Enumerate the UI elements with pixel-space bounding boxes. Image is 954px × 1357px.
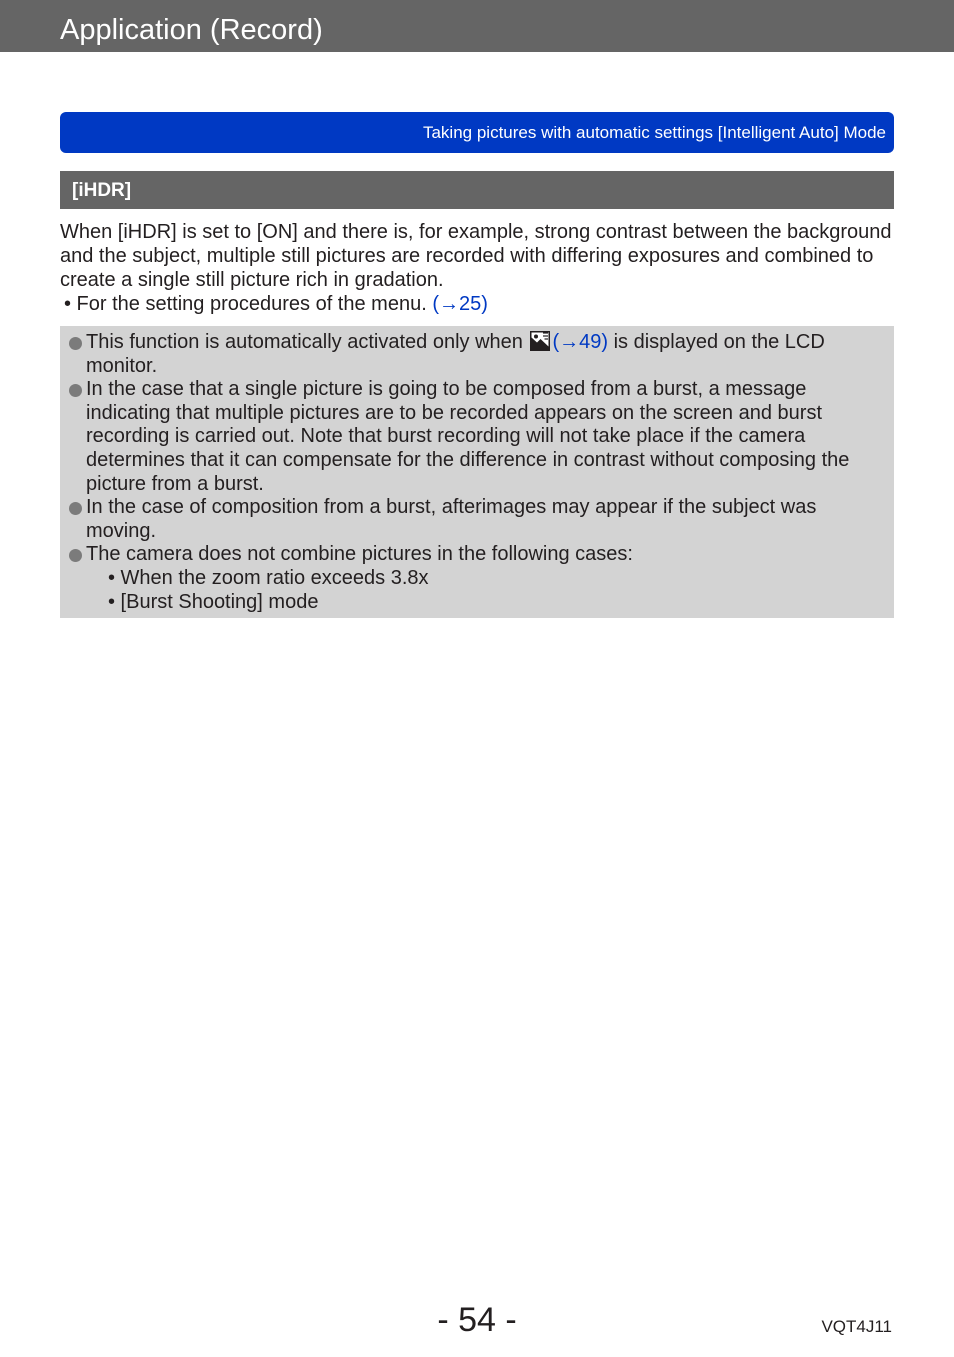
note4-text: The camera does not combine pictures in the following cases:	[86, 543, 633, 566]
bullet-dot-icon	[69, 549, 82, 562]
scene-page-link[interactable]: (→49)	[552, 331, 609, 353]
page-number: - 54 -	[437, 1301, 517, 1339]
menu-reference-text: • For the setting procedures of the menu.	[64, 293, 433, 315]
bullet-dot-icon	[69, 502, 82, 515]
mode-bar	[60, 112, 894, 153]
section-title: [iHDR]	[72, 180, 132, 201]
top-header	[0, 0, 954, 52]
menu-reference-line	[60, 292, 894, 316]
bullet-dot-icon	[69, 337, 82, 350]
backlit-scene-icon	[530, 331, 550, 351]
intro-text	[60, 220, 894, 316]
note-item	[68, 543, 880, 614]
intro-paragraph: When [iHDR] is set to [ON] and there is, for example, strong contrast between the background and the subject, multiple still pictures are recorded with differing exposures and combined to create a single still picture rich in gradation.	[60, 221, 892, 291]
header-title: Application (Record)	[60, 14, 323, 46]
note-item	[68, 378, 880, 496]
note1-text-after: is displayed on the LCD monitor.	[86, 331, 825, 377]
mode-bar-text: Taking pictures with automatic settings [Intelligent Auto] Mode	[422, 123, 886, 142]
sub-list-item: • When the zoom ratio exceeds 3.8x	[108, 566, 429, 589]
notes-box	[60, 326, 894, 618]
section-heading	[60, 171, 894, 209]
note1-text-before: This function is automatically activated only when	[86, 331, 529, 353]
note-item	[68, 496, 880, 543]
note2-text: In the case that a single picture is going to be composed from a burst, a message indicating that multiple pictures are to be recorded appears on the screen and burst recording is carried out. Note that burst recording will not take place if the camera determines that it can compensate for the difference in contrast without composing the picture from a burst.	[86, 378, 850, 495]
document-code: VQT4J11	[821, 1317, 892, 1336]
note-item	[68, 331, 880, 378]
bullet-dot-icon	[69, 384, 82, 397]
sub-list-item: • [Burst Shooting] mode	[108, 590, 319, 613]
note3-text: In the case of composition from a burst, afterimages may appear if the subject was moving.	[86, 496, 817, 542]
menu-page-link[interactable]: (→25)	[432, 293, 488, 315]
